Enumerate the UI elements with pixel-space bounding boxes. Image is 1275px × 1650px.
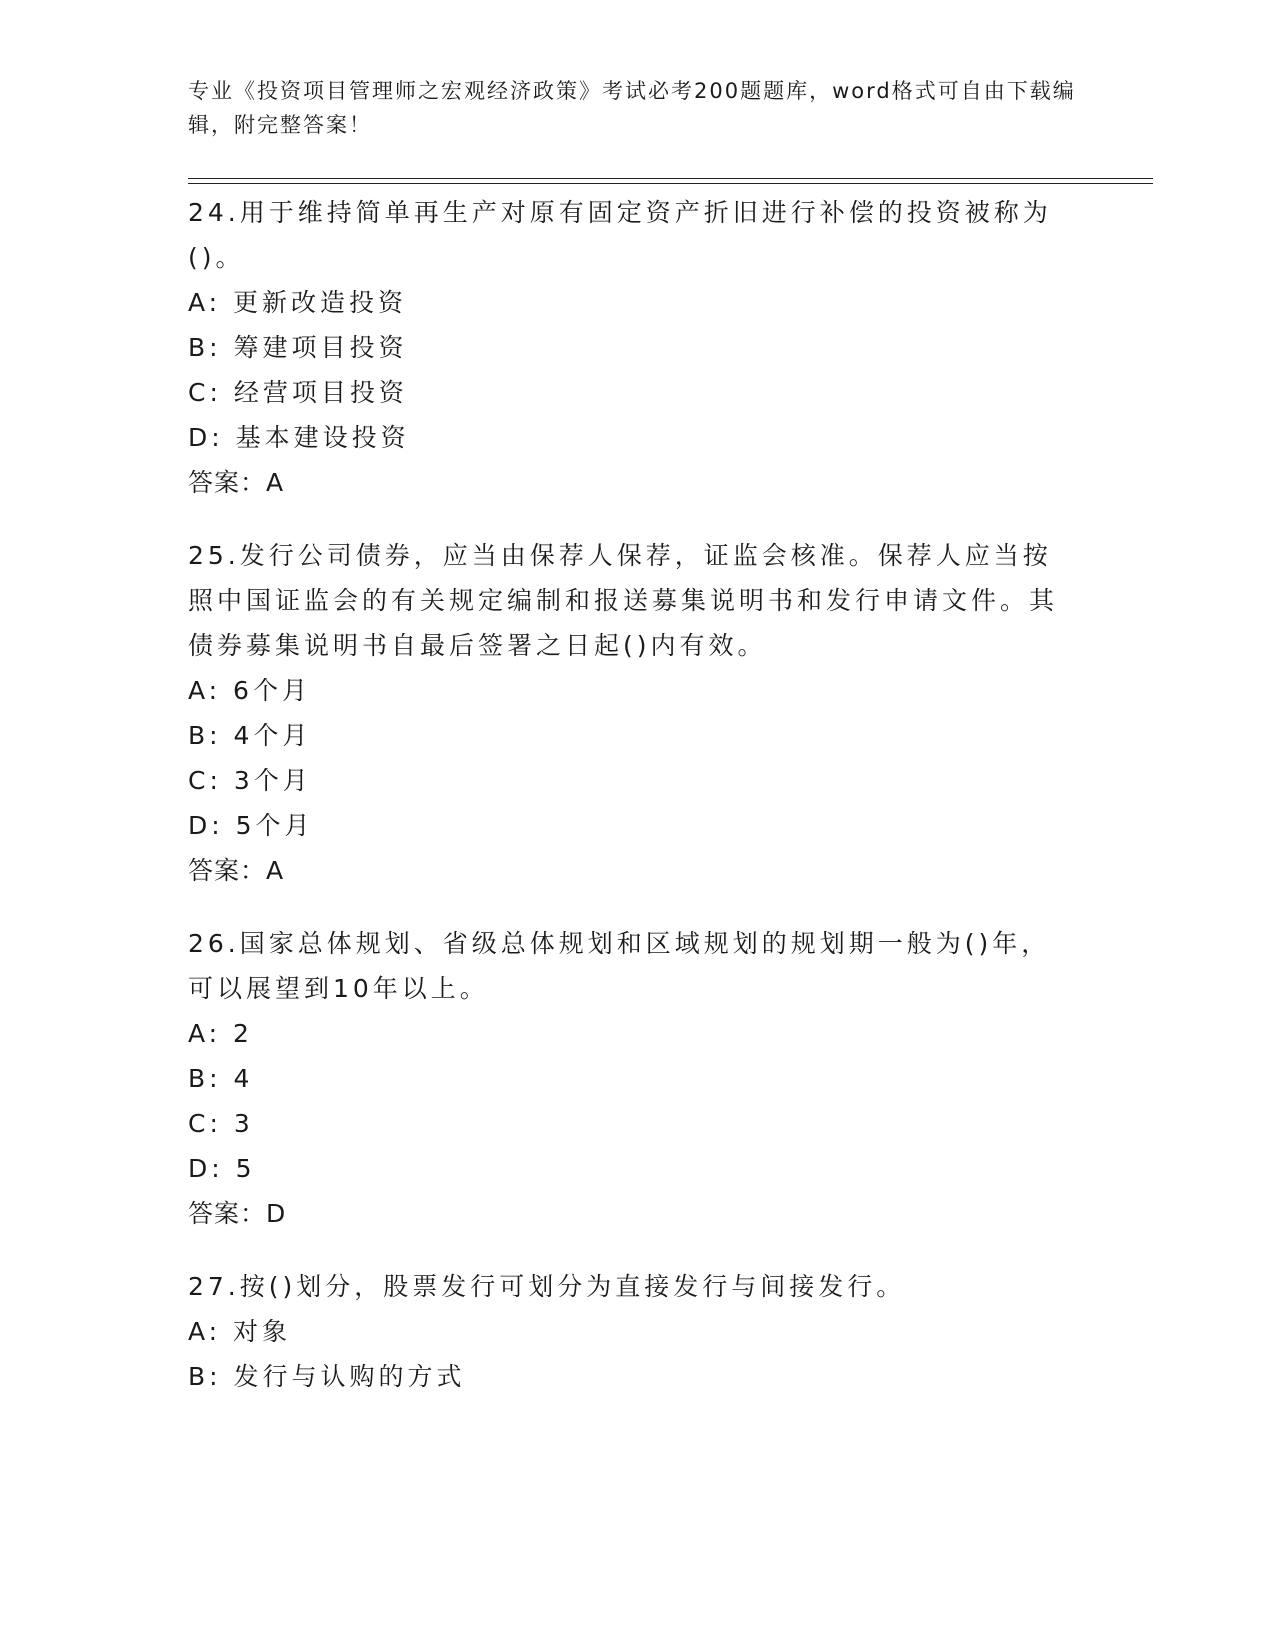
- answer-line: 答案：A: [188, 856, 285, 885]
- question-24: [188, 190, 1088, 505]
- option-b: B: 发行与认购的方式: [188, 1362, 466, 1391]
- document-header: 专业《投资项目管理师之宏观经济政策》考试必考200题题库，word格式可自由下载编辑，附完整答案！: [188, 79, 1076, 137]
- option-a: A: 更新改造投资: [188, 288, 408, 317]
- question-text: 27.按()划分，股票发行可划分为直接发行与间接发行。: [188, 1272, 906, 1301]
- option-b: B: 4: [188, 1064, 254, 1093]
- option-a: A: 2: [188, 1019, 253, 1048]
- option-a: A: 对象: [188, 1317, 292, 1346]
- question-list: [188, 190, 1088, 1427]
- question-text: 25.发行公司债券，应当由保荐人保荐，证监会核准。保荐人应当按照中国证监会的有关规定编制和报送募集说明书和发行申请文件。其债券募集说明书自最后签署之日起()内有效。: [188, 541, 1059, 660]
- option-b: B: 4个月: [188, 721, 312, 750]
- answer-line: 答案：D: [188, 1199, 287, 1228]
- question-text: 26.国家总体规划、省级总体规划和区域规划的规划期一般为()年，可以展望到10年以上。: [188, 929, 1051, 1003]
- option-d: D: 基本建设投资: [188, 423, 410, 452]
- question-25: [188, 533, 1088, 893]
- header-divider-top: [188, 178, 1153, 179]
- option-c: C: 经营项目投资: [188, 378, 408, 407]
- option-c: C: 3: [188, 1109, 254, 1138]
- answer-line: 答案：A: [188, 468, 285, 497]
- question-27: [188, 1264, 1088, 1399]
- option-d: D: 5个月: [188, 811, 314, 840]
- header-divider-bottom: [188, 183, 1153, 184]
- question-26: [188, 921, 1088, 1236]
- option-d: D: 5: [188, 1154, 256, 1183]
- question-text: 24.用于维持简单再生产对原有固定资产折旧进行补偿的投资被称为()。: [188, 198, 1052, 272]
- option-a: A: 6个月: [188, 676, 311, 705]
- option-c: C: 3个月: [188, 766, 312, 795]
- option-b: B: 筹建项目投资: [188, 333, 408, 362]
